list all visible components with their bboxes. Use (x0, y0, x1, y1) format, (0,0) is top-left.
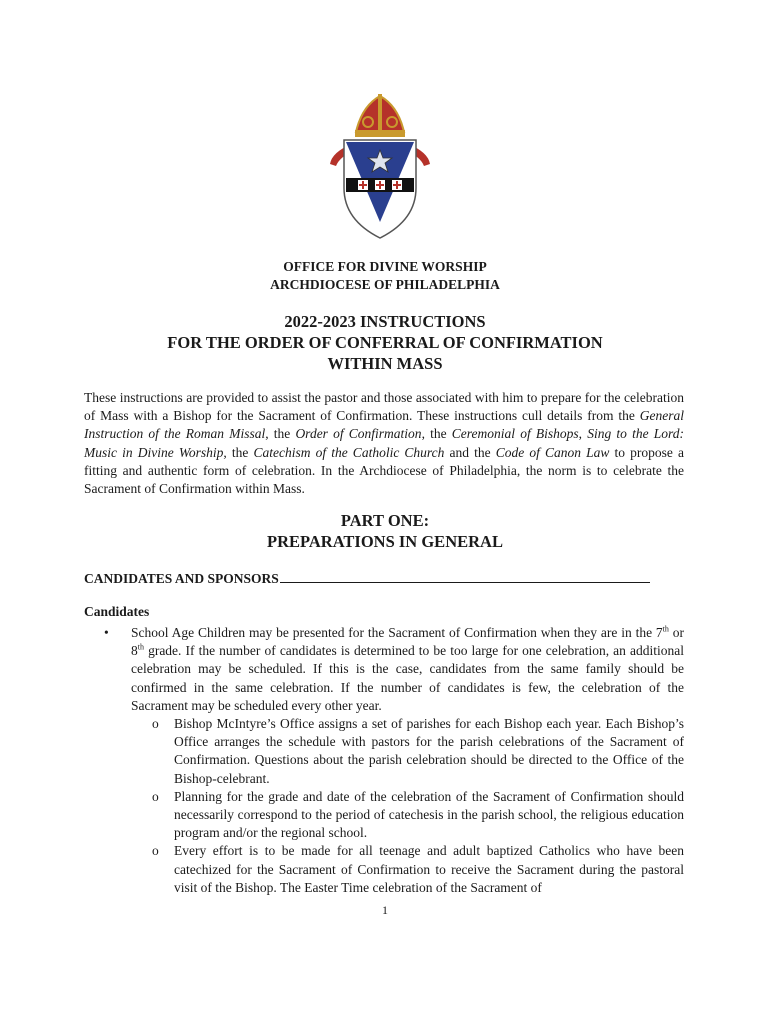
list-item-text: School Age Children may be presented for the Sacrament of Confirmation when they are in the 7 (131, 625, 663, 640)
intro-text: , (578, 426, 588, 442)
office-line-2: ARCHDIOCESE OF PHILADELPHIA (270, 277, 500, 292)
intro-citation: Order of Confirmation (295, 426, 422, 442)
list-item (84, 624, 684, 715)
ordinal-suffix: th (137, 642, 144, 652)
sub-bullet-marker: o (152, 716, 159, 732)
office-line-1: OFFICE FOR DIVINE WORSHIP (283, 259, 487, 274)
sub-list-item-text: Planning for the grade and date of the celebration of the Sacrament of Confirmation should necessarily correspond to the period of catechesis in the parish school, the religious education program and/or the regional school. (174, 788, 684, 841)
intro-text: , the (223, 444, 254, 460)
candidates-list (84, 624, 684, 897)
document-title (0, 311, 770, 374)
intro-text: These instructions are provided to assist the pastor and those associated with him to prepare for the celebration of Mass with a Bishop for the Sacrament of Confirmation. These instructions cull details from the (84, 390, 684, 424)
intro-text: , the (265, 426, 296, 442)
office-heading (0, 258, 770, 294)
intro-citation: Sing to the Lord: Music in Divine Worship (84, 426, 685, 460)
heading-underline-rule (280, 569, 650, 583)
intro-citation: Catechism of the Catholic Church (253, 444, 445, 460)
sub-list-item-text: Every effort is to be made for all teenage and adult baptized Catholics who have been catechized for the Sacrament of Confirmation to receive the Sacrament during the pastoral visit of the Bishop. The Easter Time celebration of the Sacrament of (174, 843, 684, 895)
list-item-text: or 8 (131, 625, 684, 659)
sub-bullet-marker: o (152, 788, 159, 804)
list-item-text: grade. If the number of candidates is determined to be too large for one celebration, an additional celebration may be scheduled. If this is the case, candidates from the same family should be confirmed in the same celebration. If the number of candidates is few, the celebration of the Sacrament may be scheduled every other year. (131, 643, 684, 713)
intro-citation: General Instruction of the Roman Missal (84, 408, 684, 442)
ordinal-suffix: th (662, 624, 669, 634)
subheading-candidates: Candidates (84, 604, 150, 619)
intro-citation: Ceremonial of Bishops (451, 426, 579, 442)
intro-text: and the (444, 444, 496, 460)
sub-list-item-text: Bishop McIntyre’s Office assigns a set of parishes for each Bishop each year. Each Bishop’s Office arranges the schedule with pastors for the parish celebrations of the Sacrament of Confirmation. Questions about the parish celebration should be directed to the Office of the Bishop-celebrant. (174, 716, 684, 786)
sub-list-item (84, 715, 684, 788)
sub-list-item (84, 788, 684, 843)
section-heading (84, 569, 684, 588)
title-line-3: WITHIN MASS (327, 354, 443, 373)
intro-text: , the (421, 426, 452, 442)
archdiocese-crest-icon (322, 92, 438, 242)
part-heading (0, 510, 770, 552)
sub-bullet-marker: o (152, 843, 159, 859)
part-line-2: PREPARATIONS IN GENERAL (267, 532, 503, 551)
intro-paragraph (84, 389, 684, 498)
part-line-1: PART ONE: (340, 511, 430, 530)
title-line-1: 2022-2023 INSTRUCTIONS (284, 312, 486, 331)
bullet-marker: • (104, 625, 109, 640)
intro-text: to propose a fitting and authentic form of celebration. In the Archdiocese of Philadelphia, the norm is to celebrate the Sacrament of Confirmation within Mass. (84, 444, 684, 497)
page-number: 1 (382, 903, 388, 917)
section-heading-text: CANDIDATES AND SPONSORS (84, 571, 279, 586)
sub-list-item (84, 842, 684, 897)
title-line-2: FOR THE ORDER OF CONFERRAL OF CONFIRMATION (167, 333, 603, 352)
intro-citation: Code of Canon Law (495, 444, 610, 460)
